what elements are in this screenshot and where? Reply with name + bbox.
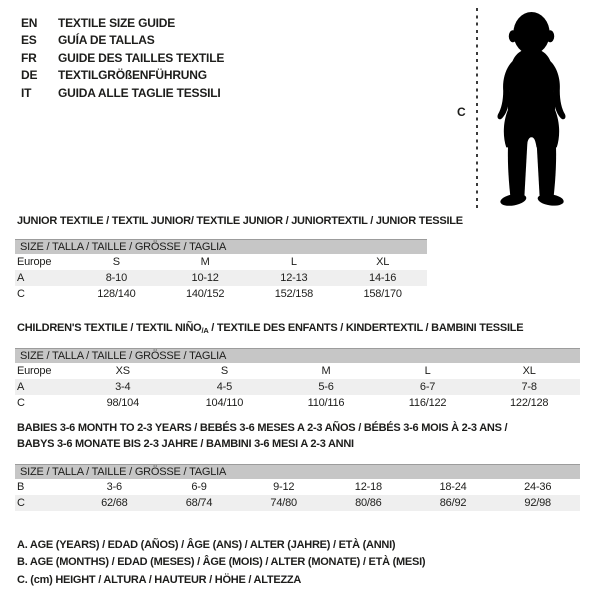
row-label: C: [17, 497, 25, 509]
table-row: [15, 495, 580, 511]
size-cell: L: [290, 256, 297, 268]
children-title-post: / TEXTILE DES ENFANTS / KINDERTEXTIL / BAMBINI TESSILE: [208, 322, 524, 334]
size-header-bar: SIZE / TALLA / TAILLE / GRÖSSE / TAGLIA: [15, 239, 427, 254]
size-header-bar: SIZE / TALLA / TAILLE / GRÖSSE / TAGLIA: [15, 348, 580, 363]
size-cell: 9-12: [273, 481, 295, 493]
language-title: GUIDE DES TAILLES TEXTILE: [58, 50, 225, 65]
size-cell: 158/170: [363, 288, 402, 300]
language-row: [21, 67, 224, 85]
legend-line-age-months: B. AGE (MONTHS) / EDAD (MESES) / ÂGE (MOIS) / ALTER (MONATE) / ETÀ (MESI): [17, 556, 426, 569]
babies-title-line1: BABIES 3-6 MONTH TO 2-3 YEARS / BEBÉS 3-6 MESES A 2-3 AÑOS / BÉBÉS 3-6 MOIS À 2-3 ANS /: [17, 422, 508, 434]
size-cell: M: [200, 256, 210, 268]
legend-line-height: C. (cm) HEIGHT / ALTURA / HAUTEUR / HÖHE / ALTEZZA: [17, 573, 302, 586]
table-row: [15, 254, 427, 270]
size-cell: 140/152: [185, 288, 225, 300]
children-title-sub: /A: [201, 326, 209, 335]
size-cell: 3-6: [106, 481, 122, 493]
children-size-table: [15, 348, 580, 411]
size-cell: XL: [522, 365, 536, 377]
language-title: GUÍA DE TALLAS: [58, 33, 155, 48]
table-row: [15, 479, 580, 495]
row-label: B: [17, 481, 25, 493]
children-section-title: [17, 321, 523, 338]
size-cell: 8-10: [105, 272, 127, 284]
size-cell: S: [220, 365, 228, 377]
size-cell: 74/80: [270, 497, 297, 509]
size-cell: 80/86: [355, 497, 382, 509]
size-cell: 7-8: [521, 381, 537, 393]
language-code: ES: [21, 33, 37, 48]
size-cell: 110/116: [307, 397, 345, 409]
size-cell: 86/92: [439, 497, 467, 509]
baby-silhouette-icon: [484, 8, 580, 212]
language-title: TEXTILE SIZE GUIDE: [58, 15, 176, 30]
legend-line-age-years: A. AGE (YEARS) / EDAD (AÑOS) / ÂGE (ANS) / ALTER (JAHRE) / ETÀ (ANNI): [17, 538, 396, 551]
language-row: [21, 49, 224, 67]
table-row: [15, 270, 427, 286]
language-row: [21, 14, 224, 32]
size-cell: 68/74: [185, 497, 213, 509]
size-cell: XS: [115, 365, 130, 377]
language-title: GUIDA ALLE TAGLIE TESSILI: [58, 85, 221, 100]
row-label: C: [17, 397, 25, 409]
language-code: FR: [21, 50, 37, 65]
height-dotted-line: [476, 8, 478, 212]
babies-section-title: [17, 420, 507, 452]
table-row: [15, 286, 427, 302]
language-code: DE: [21, 68, 38, 83]
babies-title-line2: BABYS 3-6 MONATE BIS 2-3 JAHRE / BAMBINI 3-6 MESI A 2-3 ANNI: [17, 438, 354, 450]
table-row: [15, 395, 580, 411]
size-cell: 98/104: [106, 397, 140, 409]
junior-size-table: [15, 239, 427, 302]
size-cell: 5-6: [318, 381, 334, 393]
junior-section-title: JUNIOR TEXTILE / TEXTIL JUNIOR/ TEXTILE JUNIOR / JUNIORTEXTIL / JUNIOR TESSILE: [17, 215, 463, 227]
row-label: A: [17, 272, 25, 284]
language-code: EN: [21, 15, 38, 30]
size-cell: 116/122: [408, 397, 447, 409]
size-cell: 128/140: [97, 288, 136, 300]
legend-block: [17, 536, 425, 589]
size-cell: 6-7: [419, 381, 436, 393]
size-cell: 104/110: [205, 397, 244, 409]
size-cell: M: [321, 365, 331, 377]
size-cell: L: [424, 365, 431, 377]
size-cell: 62/68: [101, 497, 128, 509]
size-header-bar: SIZE / TALLA / TAILLE / GRÖSSE / TAGLIA: [15, 464, 580, 479]
row-label: A: [17, 381, 25, 393]
row-label: C: [17, 288, 25, 300]
size-cell: 24-36: [524, 481, 552, 493]
baby-figure-block: [450, 5, 590, 217]
language-code: IT: [21, 85, 32, 100]
size-cell: 152/158: [274, 288, 314, 300]
size-cell: 10-12: [191, 272, 219, 284]
language-title: TEXTILGRÖßENFÜHRUNG: [58, 68, 207, 83]
size-cell: 18-24: [439, 481, 467, 493]
language-row: [21, 84, 224, 102]
size-cell: 122/128: [509, 397, 549, 409]
table-row: [15, 379, 580, 395]
size-cell: 4-5: [216, 381, 233, 393]
size-cell: 12-13: [280, 272, 308, 284]
size-cell: 92/98: [524, 497, 551, 509]
size-cell: 12-18: [354, 481, 382, 493]
size-cell: 6-9: [191, 481, 207, 493]
row-label: Europe: [17, 256, 52, 268]
size-cell: 14-16: [369, 272, 397, 284]
size-cell: S: [112, 256, 120, 268]
height-measure-label: C: [457, 105, 466, 119]
language-guide-block: [21, 14, 224, 102]
children-title-pre: CHILDREN'S TEXTILE / TEXTIL NIÑO: [17, 322, 202, 334]
language-row: [21, 32, 224, 50]
size-cell: XL: [376, 256, 390, 268]
size-cell: 3-4: [115, 381, 131, 393]
table-row: [15, 363, 580, 379]
babies-size-table: [15, 464, 580, 511]
row-label: Europe: [17, 365, 52, 377]
